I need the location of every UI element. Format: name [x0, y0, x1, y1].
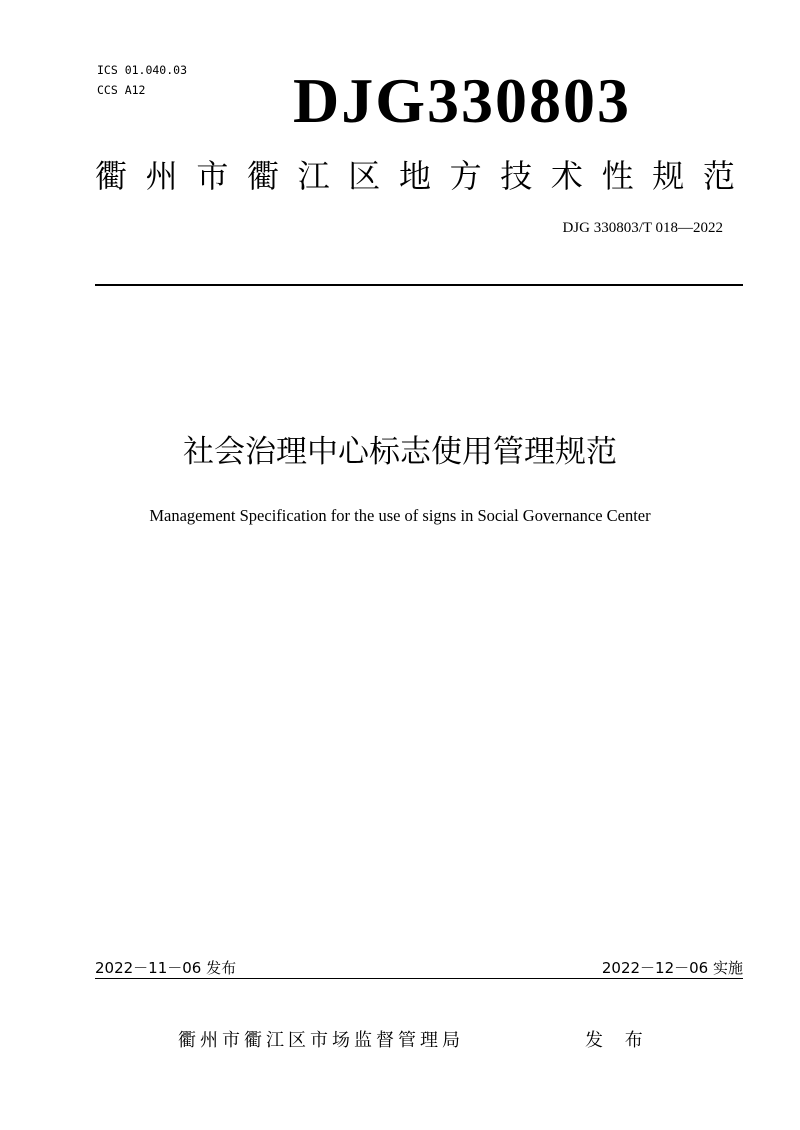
standard-type-char: 技 [500, 157, 533, 195]
standard-type-char: 地 [398, 157, 431, 195]
issuing-authority: 衢州市衢江区市场监督管理局 [178, 1030, 464, 1051]
standard-type-char: 方 [449, 157, 482, 195]
standard-type-char: 衢 [95, 157, 128, 195]
standard-type-heading [95, 156, 735, 196]
implementation-date: 2022－12－06 实施 [601, 959, 743, 977]
issue-date: 2022－11－06 发布 [95, 959, 237, 977]
standard-type-char: 市 [196, 157, 229, 195]
standard-type-char: 州 [145, 157, 178, 195]
document-number: DJG 330803/T 018—2022 [562, 220, 723, 236]
standard-code: DJG330803 [293, 65, 631, 136]
footer-divider [95, 978, 743, 979]
header-divider [95, 284, 743, 286]
standard-type-char: 性 [601, 157, 634, 195]
ics-code: ICS 01.040.03 [97, 63, 188, 77]
document-title-en: Management Specification for the use of signs in Social Governance Center [149, 506, 651, 525]
standard-type-char: 范 [702, 157, 735, 195]
standard-type-char: 区 [348, 157, 381, 195]
ccs-code: CCS A12 [97, 83, 146, 97]
standard-type-char: 衢 [246, 157, 279, 195]
document-title-cn: 社会治理中心标志使用管理规范 [183, 434, 617, 470]
standard-type-char: 术 [550, 157, 583, 195]
issue-label: 发 布 [585, 1030, 651, 1051]
standard-type-char: 规 [652, 157, 685, 195]
standard-type-char: 江 [297, 157, 330, 195]
